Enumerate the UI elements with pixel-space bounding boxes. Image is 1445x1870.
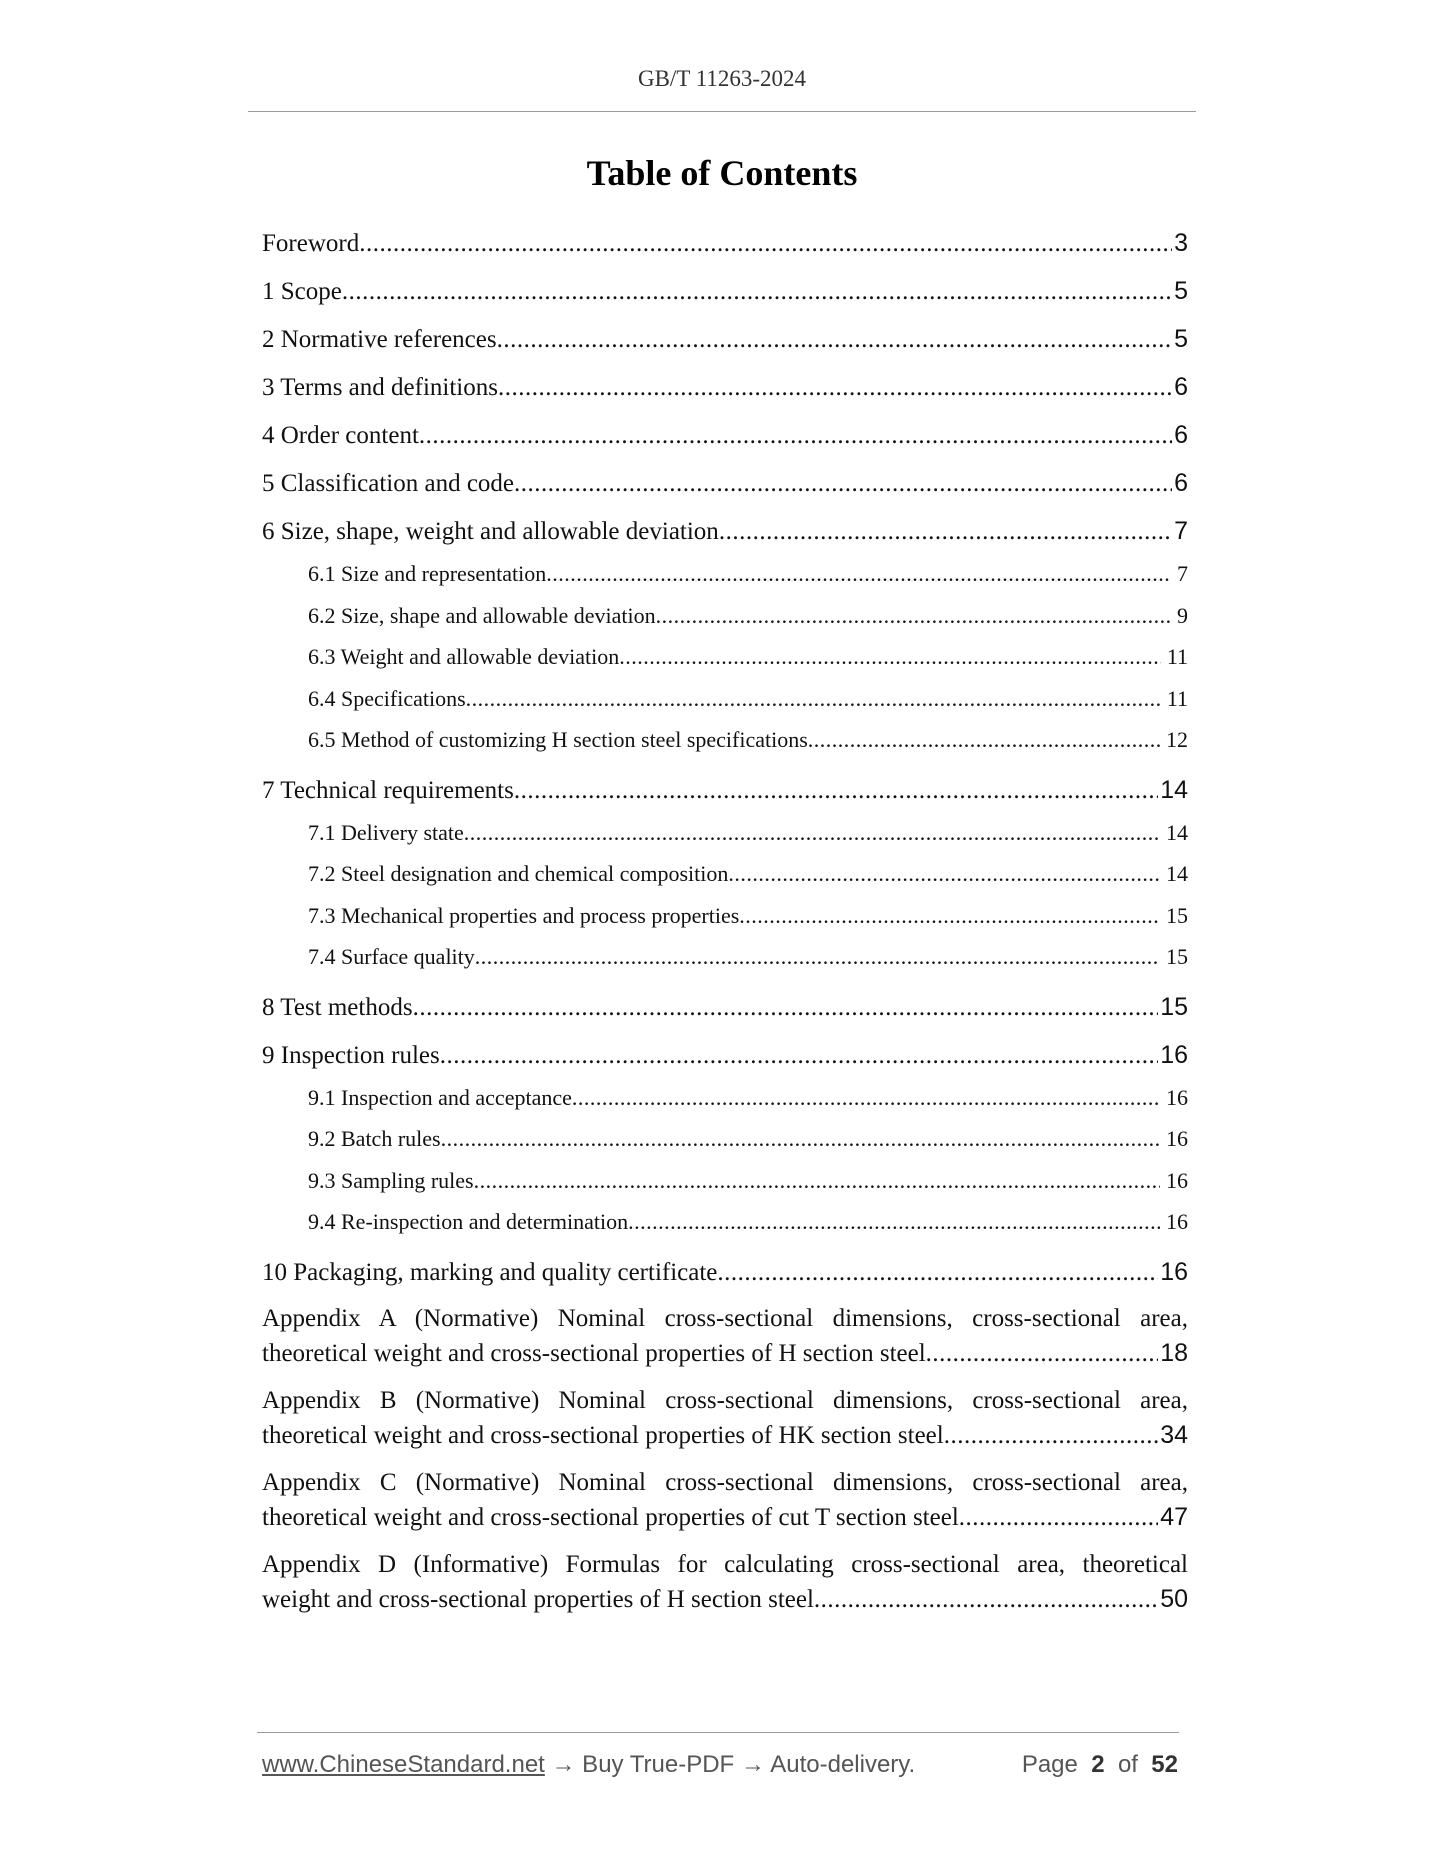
toc-page-number: 15 xyxy=(1160,992,1188,1021)
toc-page-number: 34 xyxy=(1160,1420,1188,1449)
toc-page-number: 5 xyxy=(1174,325,1188,353)
header-divider xyxy=(248,111,1196,112)
toc-subentry-6-1[interactable] xyxy=(262,557,1188,599)
toc-page-number: 47 xyxy=(1160,1502,1188,1531)
toc-entry-test-methods[interactable] xyxy=(262,988,1188,1036)
footer-divider xyxy=(257,1732,1179,1733)
toc-page-number: 16 xyxy=(1166,1167,1188,1193)
dot-leader xyxy=(514,465,1172,503)
dot-leader xyxy=(413,989,1159,1027)
toc-label: 9.1 Inspection and acceptance xyxy=(308,1084,572,1110)
footer-promo: → Buy True-PDF → Auto-delivery. xyxy=(544,1751,916,1778)
toc-entry-appendix-a[interactable] xyxy=(262,1301,1188,1371)
toc-label: 7 Technical requirements xyxy=(262,776,514,804)
dot-leader xyxy=(656,599,1171,633)
toc-label: 9.2 Batch rules xyxy=(308,1126,441,1151)
dot-leader xyxy=(739,899,1160,933)
appendix-subtitle: theoretical weight and cross-sectional properties of HK section steel xyxy=(262,1421,944,1449)
toc-page-number: 5 xyxy=(1174,277,1188,305)
toc-page-number: 16 xyxy=(1160,1040,1188,1069)
dot-leader xyxy=(926,1336,1159,1371)
toc-label: 1 Scope xyxy=(262,278,342,305)
toc-entry-order-content[interactable] xyxy=(262,416,1188,464)
toc-subentry-7-1[interactable] xyxy=(262,816,1188,858)
toc-page-number: 14 xyxy=(1166,819,1188,845)
toc-label: 7.3 Mechanical properties and process properties xyxy=(308,902,740,928)
toc-page-number: 16 xyxy=(1166,1126,1188,1151)
toc-subentry-6-2[interactable] xyxy=(262,599,1188,641)
of-word: of xyxy=(1117,1751,1138,1778)
appendix-subtitle: theoretical weight and cross-sectional properties of H section steel xyxy=(262,1339,926,1367)
dot-leader xyxy=(717,1254,1158,1292)
toc-label: 4 Order content xyxy=(262,422,419,449)
dot-leader xyxy=(419,417,1172,455)
toc-page-number: 7 xyxy=(1174,517,1188,545)
dot-leader xyxy=(440,1037,1158,1075)
toc-subentry-9-2[interactable] xyxy=(262,1122,1188,1164)
toc-label: 3 Terms and definitions xyxy=(262,374,498,401)
toc-label: 6.1 Size and representation xyxy=(308,561,547,586)
toc-subentry-9-4[interactable] xyxy=(262,1205,1188,1247)
toc-label: 9.3 Sampling rules xyxy=(308,1167,474,1193)
dot-leader xyxy=(572,1081,1160,1115)
toc-entry-terms-definitions[interactable] xyxy=(262,368,1188,416)
table-of-contents xyxy=(262,224,1188,1629)
toc-page-number: 18 xyxy=(1160,1338,1188,1367)
toc-subentry-9-3[interactable] xyxy=(262,1164,1188,1206)
dot-leader xyxy=(497,321,1172,359)
toc-label: 7.2 Steel designation and chemical composition xyxy=(308,861,729,886)
dot-leader xyxy=(546,557,1171,591)
toc-page-number: 16 xyxy=(1166,1084,1188,1110)
toc-subentry-7-2[interactable] xyxy=(262,857,1188,899)
toc-subentry-7-3[interactable] xyxy=(262,899,1188,941)
toc-page-number: 14 xyxy=(1166,861,1188,886)
toc-label: 2 Normative references xyxy=(262,326,497,353)
toc-label: 8 Test methods xyxy=(262,993,413,1021)
toc-entry-size-shape[interactable] xyxy=(262,512,1188,560)
dot-leader xyxy=(475,940,1160,974)
toc-entry-appendix-d[interactable] xyxy=(262,1547,1188,1617)
toc-entry-packaging[interactable] xyxy=(262,1253,1188,1301)
toc-entry-foreword[interactable] xyxy=(262,224,1188,272)
page-total: 52 xyxy=(1151,1751,1178,1778)
dot-leader xyxy=(498,369,1172,407)
page-title: Table of Contents xyxy=(586,153,858,193)
dot-leader xyxy=(466,682,1161,716)
toc-label: 6.4 Specifications xyxy=(308,685,466,711)
toc-entry-classification[interactable] xyxy=(262,464,1188,512)
dot-leader xyxy=(514,772,1158,810)
toc-entry-appendix-c[interactable] xyxy=(262,1465,1188,1535)
appendix-heading: Appendix D (Informative) Formulas for calculating cross-sectional area, theoretical xyxy=(262,1550,1188,1578)
toc-label: 10 Packaging, marking and quality certificate xyxy=(262,1258,718,1286)
appendix-subtitle: weight and cross-sectional properties of H section steel xyxy=(262,1585,814,1613)
toc-subentry-6-4[interactable] xyxy=(262,682,1188,724)
toc-page-number: 12 xyxy=(1166,727,1188,752)
page-current: 2 xyxy=(1091,1751,1105,1778)
page-counter xyxy=(1022,1751,1178,1779)
dot-leader xyxy=(808,723,1160,757)
toc-page-number: 14 xyxy=(1160,775,1188,804)
toc-page-number: 11 xyxy=(1166,644,1188,669)
dot-leader xyxy=(619,640,1161,674)
toc-subentry-9-1[interactable] xyxy=(262,1081,1188,1123)
toc-subentry-6-5[interactable] xyxy=(262,723,1188,765)
toc-page-number: 6 xyxy=(1174,469,1188,497)
dot-leader xyxy=(959,1500,1158,1535)
toc-page-number: 7 xyxy=(1177,561,1188,586)
toc-page-number: 6 xyxy=(1174,373,1188,401)
dot-leader xyxy=(464,816,1160,850)
toc-page-number: 15 xyxy=(1166,902,1188,928)
site-link[interactable]: www.ChineseStandard.net xyxy=(262,1751,545,1778)
running-header: GB/T 11263-2024 xyxy=(637,66,807,91)
dot-leader xyxy=(342,273,1172,311)
appendix-heading: Appendix C (Normative) Nominal cross-sectional dimensions, cross-sectional area, xyxy=(262,1468,1188,1496)
toc-label: 7.4 Surface quality xyxy=(308,944,475,969)
page-word: Page xyxy=(1021,1751,1078,1778)
toc-label: 7.1 Delivery state xyxy=(308,819,464,845)
dot-leader xyxy=(814,1582,1158,1617)
toc-entry-scope[interactable] xyxy=(262,272,1188,320)
toc-page-number: 3 xyxy=(1174,229,1188,257)
toc-page-number: 6 xyxy=(1174,421,1188,449)
page-footer xyxy=(262,1751,1178,1779)
toc-page-number: 50 xyxy=(1160,1584,1188,1613)
dot-leader xyxy=(628,1205,1160,1239)
toc-page-number: 9 xyxy=(1177,602,1188,628)
toc-page-number: 15 xyxy=(1166,944,1188,969)
toc-page-number: 11 xyxy=(1166,685,1188,711)
appendix-heading: Appendix A (Normative) Nominal cross-sectional dimensions, cross-sectional area, xyxy=(262,1304,1188,1332)
dot-leader xyxy=(719,513,1172,551)
toc-page-number: 16 xyxy=(1166,1209,1188,1234)
toc-label: Foreword xyxy=(262,230,360,257)
dot-leader xyxy=(441,1122,1160,1156)
toc-entry-appendix-b[interactable] xyxy=(262,1383,1188,1453)
toc-label: 6.3 Weight and allowable deviation xyxy=(308,644,620,669)
dot-leader xyxy=(474,1164,1160,1198)
toc-entry-normative-references[interactable] xyxy=(262,320,1188,368)
dot-leader xyxy=(944,1418,1158,1453)
dot-leader xyxy=(728,857,1160,891)
toc-label: 5 Classification and code xyxy=(262,470,515,497)
toc-subentry-7-4[interactable] xyxy=(262,940,1188,982)
toc-page-number: 16 xyxy=(1160,1257,1188,1286)
toc-label: 9.4 Re-inspection and determination xyxy=(308,1209,629,1234)
dot-leader xyxy=(359,225,1172,263)
toc-label: 6.2 Size, shape and allowable deviation xyxy=(308,602,656,628)
appendix-heading: Appendix B (Normative) Nominal cross-sectional dimensions, cross-sectional area, xyxy=(262,1386,1188,1414)
appendix-subtitle: theoretical weight and cross-sectional properties of cut T section steel xyxy=(262,1503,959,1531)
toc-entry-technical-requirements[interactable] xyxy=(262,771,1188,819)
toc-entry-inspection-rules[interactable] xyxy=(262,1036,1188,1084)
toc-label: 6.5 Method of customizing H section steel specifications xyxy=(308,727,808,752)
toc-subentry-6-3[interactable] xyxy=(262,640,1188,682)
toc-label: 9 Inspection rules xyxy=(262,1041,440,1069)
toc-label: 6 Size, shape, weight and allowable deviation xyxy=(262,518,719,545)
